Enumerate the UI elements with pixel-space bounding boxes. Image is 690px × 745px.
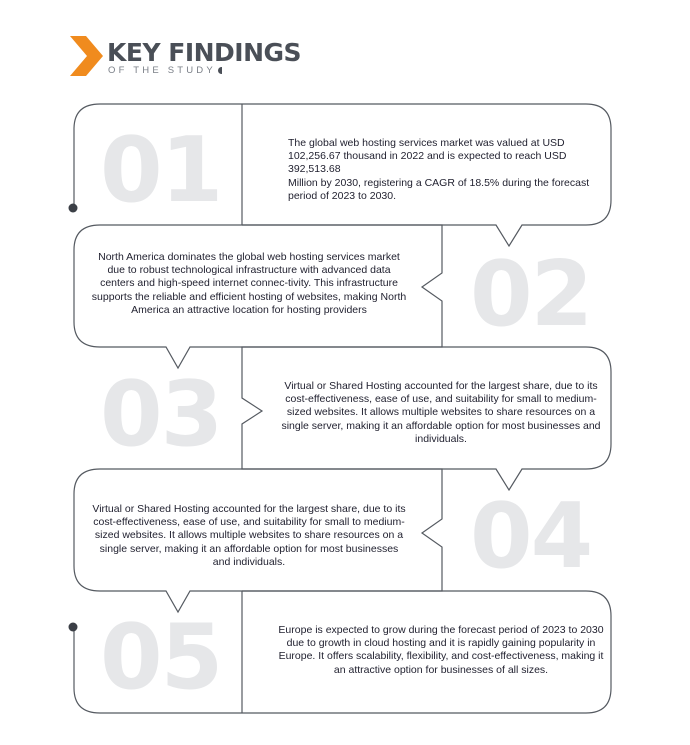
page-title: KEY FINDINGS	[107, 38, 302, 67]
end-dot-icon	[69, 623, 78, 632]
finding-2-text: North America dominates the global web hosting services market due to robust technological infrastructure with advanced data centers and high-speed internet connec-tivity. This infrastructure supports the reliable and efficient hosting of websites, making North America an attractive location for hosting providers	[91, 251, 407, 316]
finding-4-number: 04	[470, 484, 592, 589]
finding-1-number: 01	[100, 118, 222, 223]
finding-5-number: 05	[100, 605, 222, 710]
finding-1-text: The global web hosting services market was valued at USD 102,256.67 thousand in 2022 and is expected to reach USD 392,513.68 Million by 2030, registering a CAGR of 18.5% during the forecast period of 2023 to 2030.	[288, 137, 590, 202]
finding-2-number: 02	[470, 242, 592, 347]
finding-3-text: Virtual or Shared Hosting accounted for the largest share, due to its cost-effectiveness, ease of use, and suitability for small to medium-sized websites. It allows multiple websites to share resources on a single server, making it an affordable option for most businesses and individuals.	[281, 380, 601, 445]
finding-4-text: Virtual or Shared Hosting accounted for the largest share, due to its cost-effectiveness, ease of use, and suitability for small to medium-sized websites. It allows multiple websites to share resources on a single server, making it an affordable option for most businesses and individuals.	[92, 503, 406, 568]
page-subtitle-text: OF THE STUDY	[108, 65, 216, 76]
finding-5-text: Europe is expected to grow during the forecast period of 2023 to 2030 due to growth in cloud hosting and it is rapidly gaining popularity in Europe. It offers scalability, flexibility, and cost-effectiveness, making it an attractive option for businesses of all sizes.	[278, 624, 604, 676]
start-dot-icon	[69, 204, 78, 213]
finding-3-number: 03	[100, 362, 222, 467]
